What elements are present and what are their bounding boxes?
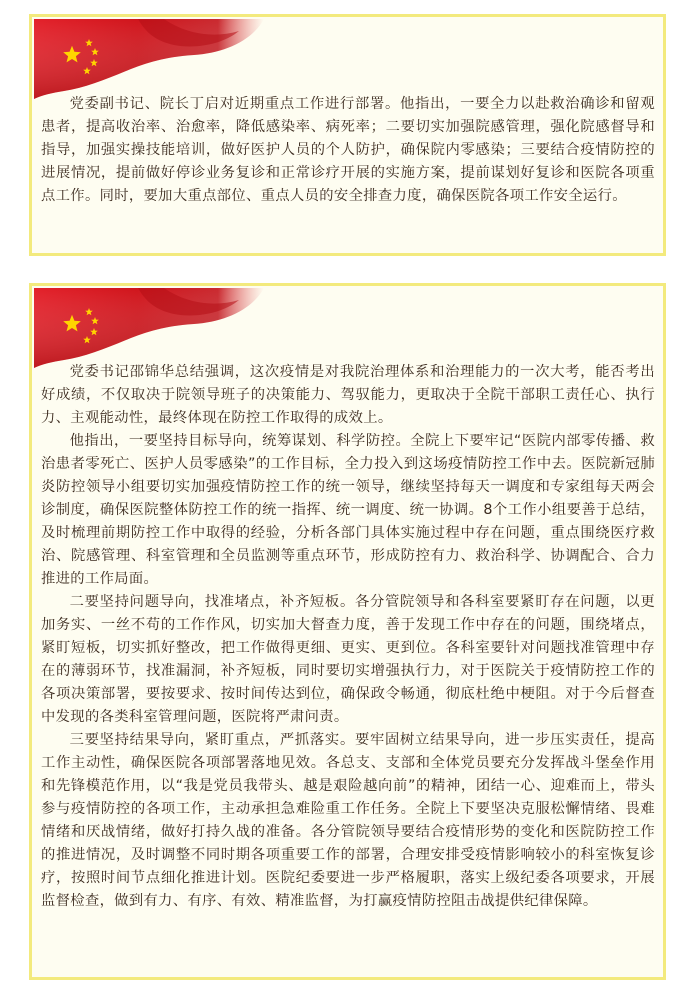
content-card xyxy=(29,14,666,256)
paragraph: 党委书记邵锦华总结强调，这次疫情是对我院治理体系和治理能力的一次大考，能否考出好成绩，不仅取决于院领导班子的决策能力、驾驭能力，更取决于全院干部职工责任心、执行力、主观能动性，最终体现在防控工作取得的成效上。 xyxy=(41,364,655,426)
paragraph: 二要坚持问题导向，找准堵点，补齐短板。各分管院领导和各科室要紧盯存在问题，以更加务实、一丝不苟的工作作风，切实加大督查力度，善于发现工作中存在的问题，围绕堵点，紧盯短板，切实抓好整改，把工作做得更细、更实、更到位。各科室要针对问题找准管理中存在的薄弱环节，找准漏洞，补齐短板，同时要切实增强执行力，对于医院关于疫情防控工作的各项决策部署，要按要求、按时间传达到位，确保政令畅通，彻底杜绝中梗阻。对于今后督查中发现的各类科室管理问题，医院将严肃问责。 xyxy=(41,594,655,725)
card-body xyxy=(41,93,655,208)
red-flag-icon xyxy=(34,19,264,101)
content-card xyxy=(29,283,666,980)
paragraph: 党委副书记、院长丁启对近期重点工作进行部署。他指出，一要全力以赴救治确诊和留观患者，提高收治率、治愈率，降低感染率、病死率；二要切实加强院感管理，强化院感督导和指导，加强实操技能培训，做好医护人员的个人防护，确保院内零感染；三要结合疫情防控的进展情况，提前做好停诊业务复诊和正常诊疗开展的实施方案，提前谋划好复诊和医院各项重点工作。同时，要加大重点部位、重点人员的安全排查力度，确保医院各项工作安全运行。 xyxy=(41,96,655,204)
paragraph: 三要坚持结果导向，紧盯重点，严抓落实。要牢固树立结果导向，进一步压实责任，提高工作主动性，确保医院各项部署落地见效。各总支、支部和全体党员要充分发挥战斗堡垒作用和先锋模范作用，以“我是党员我带头、越是艰险越向前”的精神，团结一心、迎难而上，带头参与疫情防控的各项工作，主动承担急难险重工作任务。全院上下要坚决克服松懈情绪、畏难情绪和厌战情绪，做好打持久战的准备。各分管院领导要结合疫情形势的变化和医院防控工作的推进情况，及时调整不同时期各项重要工作的部署，合理安排受疫情影响较小的科室恢复诊疗，按照时间节点细化推进计划。医院纪委要进一步严格履职，落实上级纪委各项要求，开展监督检查，做到有力、有序、有效、精准监督，为打赢疫情防控阻击战提供纪律保障。 xyxy=(41,732,655,909)
paragraph: 他指出，一要坚持目标导向，统筹谋划、科学防控。全院上下要牢记“医院内部零传播、救治患者零死亡、医护人员零感染”的工作目标，全力投入到这场疫情防控工作中去。医院新冠肺炎防控领导小组要切实加强疫情防控工作的统一领导，继续坚持每天一调度和专家组每天两会诊制度，确保医院整体防控工作的统一指挥、统一调度、统一协调。8个工作小组要善于总结，及时梳理前期防控工作中取得的经验，分析各部门具体实施过程中存在问题，重点围绕医疗救治、院感管理、科室管理和全员监测等重点环节，形成防控有力、救治科学、协调配合、合力推进的工作局面。 xyxy=(41,433,655,587)
red-flag-icon xyxy=(34,288,264,370)
card-body xyxy=(41,361,655,913)
